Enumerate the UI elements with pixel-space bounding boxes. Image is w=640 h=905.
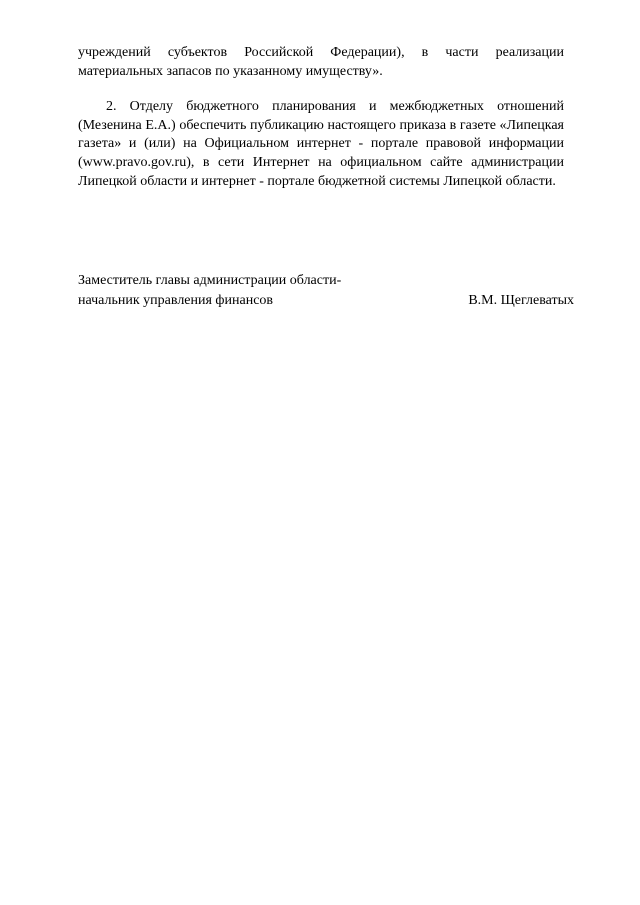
signature-line-1 [78,271,574,291]
signatory-position-line-1: Заместитель главы администрации области- [78,273,342,288]
paragraph-continuation: учреждений субъектов Российской Федерации), в части реализации материальных запасов по указанному имуществу». [78,45,564,79]
paragraph-item-2: 2. Отделу бюджетного планирования и межбюджетных отношений (Мезенина Е.А.) обеспечить публикацию настоящего приказа в газете «Липецкая газета» и (или) на Официальном интернет - портале правовой информации (www.pravo.gov.ru), в сети Интернет на официальном сайте администрации Липецкой области и интернет - портале бюджетной системы Липецкой области. [78,99,564,189]
signatory-name: В.М. Щеглеватых [468,293,574,308]
signature-block [78,271,574,311]
signatory-position-line-2: начальник управления финансов [78,293,274,308]
signature-line-2 [78,291,574,311]
document-body [78,44,564,191]
